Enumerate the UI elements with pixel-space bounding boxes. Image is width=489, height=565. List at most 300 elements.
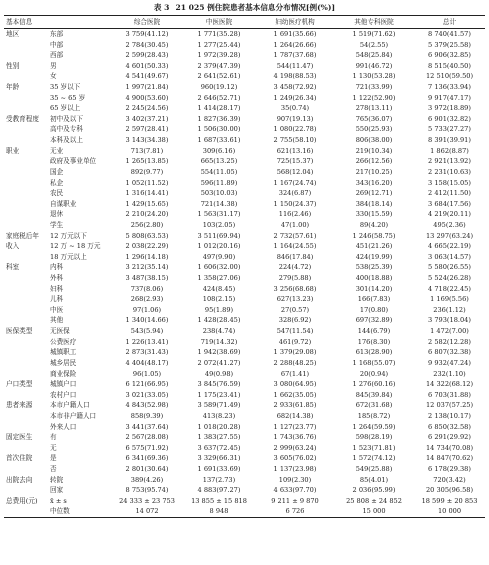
general-hospital-cell: 2 245(24.56) <box>125 104 169 113</box>
header-general-hospital: 综合医院 <box>112 16 182 29</box>
category-cell <box>4 369 50 380</box>
subcategory-cell: 18 万元以上 <box>50 252 87 261</box>
specialty-hospital-cell: 1 572(74.12) <box>352 454 396 463</box>
maternal-child-cell: 109(2.30) <box>278 475 312 484</box>
maternal-child-cell: 2 999(63.24) <box>273 443 317 452</box>
table-row <box>4 40 485 51</box>
maternal-child-cell: 461(9.72) <box>278 337 312 346</box>
table-row <box>4 82 485 93</box>
subcategory-cell: 城镇职工 <box>50 348 77 357</box>
tcm-hospital-cell: 554(11.05) <box>200 167 238 176</box>
general-hospital-cell: 3 021(33.05) <box>125 390 169 399</box>
category-cell <box>4 40 50 51</box>
maternal-child-cell: 544(11.47) <box>276 61 314 70</box>
subcategory-cell: 女 <box>50 72 57 81</box>
maternal-child-cell: 1 691(35.66) <box>273 30 317 38</box>
subcategory-cell: 12 万 ~ 18 万元 <box>50 242 101 251</box>
specialty-hospital-cell: 697(32.89) <box>355 316 393 325</box>
category-cell <box>4 305 50 316</box>
maternal-child-cell: 1 127(23.77) <box>273 422 317 431</box>
tcm-hospital-cell: 108(2.15) <box>202 295 236 304</box>
subcategory-cell: 外科 <box>50 274 64 283</box>
category-cell: 户口类型 <box>6 380 33 389</box>
maternal-child-cell: 846(17.84) <box>276 252 314 261</box>
total-cell: 2 412(11.50) <box>428 189 471 198</box>
tcm-hospital-cell: 721(14.38) <box>200 199 238 208</box>
subcategory-cell: 初中及以下 <box>50 114 83 123</box>
table-row <box>4 61 485 72</box>
general-hospital-cell: 713(7.81) <box>130 146 164 155</box>
specialty-hospital-cell: 89(4.20) <box>359 220 389 229</box>
category-cell <box>4 358 50 369</box>
maternal-child-cell: 621(13.16) <box>276 146 314 155</box>
tcm-hospital-cell: 413(8.23) <box>202 411 236 420</box>
maternal-child-cell: 1 787(37.68) <box>273 51 317 60</box>
maternal-child-cell: 1 379(29.08) <box>273 348 317 357</box>
specialty-hospital-cell: 1 130(53.28) <box>352 72 396 81</box>
tcm-hospital-cell: 1 358(27.06) <box>197 274 241 283</box>
specialty-hospital-cell: 845(39.84) <box>355 390 393 399</box>
total-cell: 8 515(40.50) <box>428 61 471 70</box>
category-cell <box>4 506 50 517</box>
tcm-hospital-cell: 1 687(33.61) <box>197 136 241 145</box>
maternal-child-cell: 2 288(48.25) <box>273 358 317 367</box>
category-cell <box>4 167 50 178</box>
specialty-hospital-cell: 548(25.84) <box>355 51 393 60</box>
tcm-hospital-cell: 1 606(32.00) <box>197 263 241 272</box>
maternal-child-cell: 2 732(57.61) <box>273 231 317 240</box>
specialty-hospital-cell: 613(28.90) <box>355 348 393 357</box>
table-row <box>4 453 485 464</box>
specialty-hospital-cell: 991(46.72) <box>355 61 393 70</box>
category-cell <box>4 188 50 199</box>
total-cell: 18 599 ± 20 853 <box>421 496 478 505</box>
maternal-child-cell: 907(19.13) <box>276 114 314 123</box>
specialty-hospital-cell: 343(16.20) <box>355 178 393 187</box>
maternal-child-cell: 3 080(64.95) <box>273 380 317 389</box>
table-row <box>4 379 485 390</box>
subcategory-cell: 本科及以上 <box>50 136 83 145</box>
total-cell: 8 740(41.57) <box>428 30 471 38</box>
subcategory-cell: 中位数 <box>50 506 112 517</box>
table-row <box>4 103 485 114</box>
maternal-child-cell: 3 605(76.02) <box>273 454 317 463</box>
maternal-child-cell: 9 211 ± 9 870 <box>271 496 319 505</box>
general-hospital-cell: 737(8.06) <box>130 284 164 293</box>
subcategory-cell: x̄ ± s <box>50 496 67 505</box>
table-row <box>4 294 485 305</box>
specialty-hospital-cell: 269(12.71) <box>355 189 393 198</box>
tcm-hospital-cell: 2 379(47.39) <box>197 61 241 70</box>
total-cell: 14 322(68.12) <box>425 380 474 389</box>
table-row <box>4 93 485 104</box>
category-cell <box>4 390 50 401</box>
table-row <box>4 496 485 507</box>
tcm-hospital-cell: 2 646(52.71) <box>197 93 241 102</box>
tcm-hospital-cell: 665(13.25) <box>200 157 238 166</box>
specialty-hospital-cell: 400(18.88) <box>355 274 393 283</box>
total-cell: 6 291(29.92) <box>428 433 471 442</box>
table-row <box>4 29 485 40</box>
table-row <box>4 231 485 242</box>
category-cell <box>4 252 50 263</box>
category-cell <box>4 273 50 284</box>
maternal-child-cell: 1 249(26.34) <box>273 93 317 102</box>
total-cell: 2 582(12.28) <box>428 337 471 346</box>
maternal-child-cell: 6 726 <box>256 506 334 517</box>
table-number: 表 3 <box>153 3 170 12</box>
general-hospital-cell: 5 808(63.53) <box>125 231 169 240</box>
table-row <box>4 71 485 82</box>
tcm-hospital-cell: 1 942(38.69) <box>197 348 241 357</box>
category-cell: 患者来源 <box>6 401 33 410</box>
general-hospital-cell: 1 316(14.41) <box>125 189 169 198</box>
tcm-hospital-cell: 1 383(27.55) <box>197 433 241 442</box>
subcategory-cell: 城镇户口 <box>50 380 77 389</box>
subcategory-cell: 中医 <box>50 305 64 314</box>
specialty-hospital-cell: 672(31.68) <box>355 401 393 410</box>
total-cell: 5 524(26.28) <box>428 274 471 283</box>
tcm-hospital-cell: 1 018(20.28) <box>197 422 241 431</box>
tcm-hospital-cell: 2 072(41.27) <box>197 358 241 367</box>
tcm-hospital-cell: 238(4.74) <box>202 327 236 336</box>
general-hospital-cell: 2 784(30.45) <box>125 40 169 49</box>
total-cell: 2 231(10.63) <box>428 167 471 176</box>
table-row <box>4 135 485 146</box>
specialty-hospital-cell: 219(10.34) <box>355 146 393 155</box>
specialty-hospital-cell: 85(4.01) <box>359 475 389 484</box>
tcm-hospital-cell: 3 329(66.31) <box>197 454 241 463</box>
total-cell: 14 734(70.08) <box>425 443 474 452</box>
category-cell <box>4 156 50 167</box>
category-cell <box>4 464 50 475</box>
specialty-hospital-cell: 538(25.39) <box>355 263 393 272</box>
total-cell: 5 580(26.55) <box>428 263 471 272</box>
total-cell: 5 379(25.58) <box>428 40 471 49</box>
table-row <box>4 358 485 369</box>
total-cell: 1 169(5.56) <box>430 295 469 304</box>
maternal-child-cell: 27(0.57) <box>280 305 310 314</box>
table-row <box>4 252 485 263</box>
table-row <box>4 209 485 220</box>
tcm-hospital-cell: 1 012(20.16) <box>197 242 241 251</box>
general-hospital-cell: 543(5.94) <box>130 327 164 336</box>
general-hospital-cell: 3 143(34.38) <box>125 136 169 145</box>
specialty-hospital-cell: 278(13.11) <box>355 104 393 113</box>
subcategory-cell: 学生 <box>50 220 64 229</box>
specialty-hospital-cell: 176(8.30) <box>357 337 391 346</box>
subcategory-cell: 是 <box>50 454 57 463</box>
general-hospital-cell: 858(9.39) <box>130 411 164 420</box>
maternal-child-cell: 4 198(88.53) <box>273 72 317 81</box>
table-row <box>4 369 485 380</box>
subcategory-cell: 农民 <box>50 189 64 198</box>
general-hospital-cell: 4 601(50.33) <box>125 61 169 70</box>
general-hospital-cell: 2 599(28.43) <box>125 51 169 60</box>
specialty-hospital-cell: 166(7.83) <box>357 295 391 304</box>
subcategory-cell: 35 ~ 65 岁 <box>50 93 86 102</box>
total-cell: 495(2.36) <box>433 220 466 229</box>
specialty-hospital-cell: 1 168(55.07) <box>352 358 396 367</box>
general-hospital-cell: 2 038(22.29) <box>125 242 169 251</box>
general-hospital-cell: 3 759(41.12) <box>125 30 169 38</box>
specialty-hospital-cell: 1 276(60.16) <box>352 380 396 389</box>
tcm-hospital-cell: 3 511(69.94) <box>197 231 241 240</box>
subcategory-cell: 内科 <box>50 263 64 272</box>
category-cell <box>4 50 50 61</box>
subcategory-cell: 回家 <box>50 486 64 495</box>
table-row <box>4 146 485 157</box>
maternal-child-cell: 1 167(24.74) <box>273 178 317 187</box>
subcategory-cell: 有 <box>50 433 57 442</box>
category-cell <box>4 93 50 104</box>
general-hospital-cell: 1 052(11.52) <box>125 178 169 187</box>
specialty-hospital-cell: 1 264(59.59) <box>352 422 396 431</box>
subcategory-cell: 退休 <box>50 210 64 219</box>
general-hospital-cell: 2 801(30.64) <box>125 464 169 473</box>
total-cell: 2 138(10.17) <box>428 411 471 420</box>
general-hospital-cell: 1 265(13.85) <box>125 157 169 166</box>
total-cell: 3 063(14.57) <box>428 252 471 261</box>
category-cell <box>4 337 50 348</box>
specialty-hospital-cell: 25 808 ± 24 852 <box>346 496 402 505</box>
subcategory-cell: 12 万元以下 <box>50 231 87 240</box>
general-hospital-cell: 1 997(21.84) <box>125 83 169 92</box>
subcategory-cell: 妇科 <box>50 284 64 293</box>
specialty-hospital-cell: 144(6.79) <box>357 327 391 336</box>
category-cell: 家庭税后年 <box>6 231 39 240</box>
general-hospital-cell: 1 429(15.65) <box>125 199 169 208</box>
tcm-hospital-cell: 1 972(39.28) <box>197 51 241 60</box>
maternal-child-cell: 4 633(97.70) <box>273 486 317 495</box>
general-hospital-cell: 4 900(53.60) <box>125 93 169 102</box>
table-row <box>4 315 485 326</box>
specialty-hospital-cell: 721(33.99) <box>355 83 393 92</box>
table-caption <box>0 2 489 13</box>
maternal-child-cell: 1 080(22.78) <box>273 125 317 134</box>
subcategory-cell: 国企 <box>50 167 64 176</box>
specialty-hospital-cell: 384(18.14) <box>355 199 393 208</box>
maternal-child-cell: 2 933(61.85) <box>273 401 317 410</box>
specialty-hospital-cell: 549(25.88) <box>355 464 393 473</box>
tcm-hospital-cell: 1 691(33.69) <box>197 464 241 473</box>
maternal-child-cell: 3 458(72.92) <box>273 83 317 92</box>
general-hospital-cell: 1 340(14.66) <box>125 316 169 325</box>
header-tcm-hospital: 中医医院 <box>182 16 256 29</box>
table-row <box>4 220 485 231</box>
maternal-child-cell: 568(12.04) <box>276 167 314 176</box>
maternal-child-cell: 47(1.00) <box>280 220 310 229</box>
table-row <box>4 188 485 199</box>
specialty-hospital-cell: 550(25.93) <box>355 125 393 134</box>
general-hospital-cell: 2 567(28.08) <box>125 433 169 442</box>
total-cell: 3 972(18.89) <box>428 104 471 113</box>
general-hospital-cell: 892(9.77) <box>130 167 164 176</box>
maternal-child-cell: 116(2.46) <box>278 210 312 219</box>
maternal-child-cell: 35(0.74) <box>280 104 310 113</box>
subcategory-cell: 商业保险 <box>50 369 77 378</box>
tcm-hospital-cell: 13 855 ± 15 818 <box>191 496 247 505</box>
general-hospital-cell: 6 575(71.92) <box>125 443 169 452</box>
subcategory-cell: 私企 <box>50 178 64 187</box>
category-cell <box>4 347 50 358</box>
table-row <box>4 124 485 135</box>
subcategory-cell: 男 <box>50 61 57 70</box>
category-cell: 总费用(元) <box>6 496 38 505</box>
total-cell: 14 847(70.62) <box>425 454 474 463</box>
total-cell: 720(3.42) <box>433 475 466 484</box>
table-row <box>4 199 485 210</box>
subcategory-cell: 公费医疗 <box>50 337 77 346</box>
table-title: 21 025 例住院患者基本信息分布情况[例(%)] <box>175 3 336 12</box>
total-cell: 9 917(47.17) <box>428 93 471 102</box>
maternal-child-cell: 1 164(24.55) <box>273 242 317 251</box>
total-cell: 5 733(27.27) <box>428 125 471 134</box>
table-row <box>4 390 485 401</box>
subcategory-cell: 自谋职业 <box>50 199 77 208</box>
specialty-hospital-cell: 451(21.26) <box>355 242 393 251</box>
specialty-hospital-cell: 2 036(95.99) <box>352 486 396 495</box>
general-hospital-cell: 2 597(28.41) <box>125 125 169 134</box>
general-hospital-cell: 256(2.80) <box>130 220 164 229</box>
general-hospital-cell: 2 210(24.20) <box>125 210 169 219</box>
subcategory-cell: 无医保 <box>50 327 70 336</box>
general-hospital-cell: 24 333 ± 23 753 <box>119 496 175 505</box>
subcategory-cell: 儿科 <box>50 295 64 304</box>
general-hospital-cell: 4 843(52.98) <box>125 401 169 410</box>
total-cell: 4 718(22.45) <box>428 284 471 293</box>
subcategory-cell: 中部 <box>50 40 64 49</box>
category-cell: 年龄 <box>6 83 20 92</box>
tcm-hospital-cell: 8 948 <box>182 506 256 517</box>
maternal-child-cell: 1 264(26.66) <box>273 40 317 49</box>
header-maternal-child: 妇幼医疗机构 <box>256 16 334 29</box>
category-cell <box>4 443 50 454</box>
category-cell <box>4 284 50 295</box>
specialty-hospital-cell: 424(19.99) <box>355 252 393 261</box>
category-cell: 固定医生 <box>6 433 33 442</box>
table-row <box>4 273 485 284</box>
general-hospital-cell: 389(4.26) <box>130 475 164 484</box>
specialty-hospital-cell: 301(14.20) <box>355 284 393 293</box>
maternal-child-cell: 725(15.37) <box>276 157 314 166</box>
tcm-hospital-cell: 2 641(52.61) <box>197 72 241 81</box>
total-cell: 12 037(57.25) <box>425 401 474 410</box>
maternal-child-cell: 1 137(23.98) <box>273 464 317 473</box>
specialty-hospital-cell: 15 000 <box>334 506 414 517</box>
general-hospital-cell: 6 121(66.95) <box>125 380 169 389</box>
tcm-hospital-cell: 1 414(28.17) <box>197 104 241 113</box>
specialty-hospital-cell: 330(15.59) <box>355 210 393 219</box>
general-hospital-cell: 1 296(14.18) <box>125 252 169 261</box>
total-cell: 4 665(22.19) <box>428 242 471 251</box>
total-cell: 4 219(20.11) <box>428 210 471 219</box>
table-row <box>4 305 485 316</box>
total-cell: 6 850(32.58) <box>428 422 471 431</box>
total-cell: 3 684(17.56) <box>428 199 471 208</box>
maternal-child-cell: 224(4.72) <box>278 263 312 272</box>
table-row <box>4 443 485 454</box>
specialty-hospital-cell: 1 122(52.90) <box>352 93 396 102</box>
subcategory-cell: 35 岁以下 <box>50 83 81 92</box>
general-hospital-cell: 4 404(48.17) <box>125 358 169 367</box>
table-row <box>4 178 485 189</box>
table-row <box>4 506 485 517</box>
category-cell <box>4 485 50 496</box>
table-row <box>4 114 485 125</box>
category-cell <box>4 411 50 422</box>
maternal-child-cell: 1 743(36.76) <box>273 433 317 442</box>
maternal-child-cell: 682(14.38) <box>276 411 314 420</box>
maternal-child-cell: 279(5.88) <box>278 274 312 283</box>
category-cell <box>4 135 50 146</box>
category-cell <box>4 220 50 231</box>
subcategory-cell: 外来人口 <box>50 422 77 431</box>
total-cell: 6 901(32.82) <box>428 114 471 123</box>
tcm-hospital-cell: 1 563(31.17) <box>197 210 241 219</box>
category-cell: 医保类型 <box>6 327 33 336</box>
tcm-hospital-cell: 596(11.89) <box>200 178 238 187</box>
subcategory-cell: 农村户口 <box>50 390 77 399</box>
maternal-child-cell: 627(13.23) <box>276 295 314 304</box>
total-cell: 10 000 <box>414 506 485 517</box>
subcategory-cell: 转院 <box>50 475 64 484</box>
subcategory-cell: 城乡居民 <box>50 358 77 367</box>
specialty-hospital-cell: 1 523(71.81) <box>352 443 396 452</box>
tcm-hospital-cell: 1 175(23.41) <box>197 390 241 399</box>
general-hospital-cell: 3 402(37.21) <box>125 114 169 123</box>
total-cell: 6 703(31.88) <box>428 390 471 399</box>
specialty-hospital-cell: 1 246(58.75) <box>352 231 396 240</box>
subcategory-cell: 本市非户籍人口 <box>50 411 97 420</box>
category-cell: 收入 <box>6 242 20 251</box>
total-cell: 6 807(32.38) <box>428 348 471 357</box>
table-header-row <box>4 16 485 29</box>
total-cell: 6 906(32.85) <box>428 51 471 60</box>
total-cell: 1 472(7.00) <box>430 327 469 336</box>
patient-info-table <box>4 15 485 518</box>
table-row <box>4 475 485 486</box>
subcategory-cell: 政府及事业单位 <box>50 157 97 166</box>
general-hospital-cell: 3 212(35.14) <box>125 263 169 272</box>
category-cell: 科室 <box>6 263 20 272</box>
table-row <box>4 262 485 273</box>
category-cell <box>4 103 50 114</box>
table-row <box>4 50 485 61</box>
table-row <box>4 337 485 348</box>
total-cell: 13 297(63.24) <box>425 231 474 240</box>
tcm-hospital-cell: 719(14.32) <box>200 337 238 346</box>
category-cell <box>4 294 50 305</box>
total-cell: 9 932(47.24) <box>428 358 471 367</box>
subcategory-cell: 西部 <box>50 51 64 60</box>
general-hospital-cell: 8 753(95.74) <box>125 486 169 495</box>
table-row <box>4 485 485 496</box>
specialty-hospital-cell: 185(8.72) <box>357 411 391 420</box>
specialty-hospital-cell: 598(28.19) <box>355 433 393 442</box>
general-hospital-cell: 97(1.06) <box>132 305 162 314</box>
table-row <box>4 347 485 358</box>
header-specialty-hospital: 其他专科医院 <box>334 16 414 29</box>
maternal-child-cell: 67(1.41) <box>280 369 310 378</box>
category-cell: 职业 <box>6 146 20 155</box>
specialty-hospital-cell: 217(10.25) <box>355 167 393 176</box>
tcm-hospital-cell: 503(10.03) <box>200 189 238 198</box>
table-row <box>4 241 485 252</box>
subcategory-cell: 其他 <box>50 316 64 325</box>
specialty-hospital-cell: 765(36.07) <box>355 114 393 123</box>
tcm-hospital-cell: 497(9.90) <box>202 252 236 261</box>
